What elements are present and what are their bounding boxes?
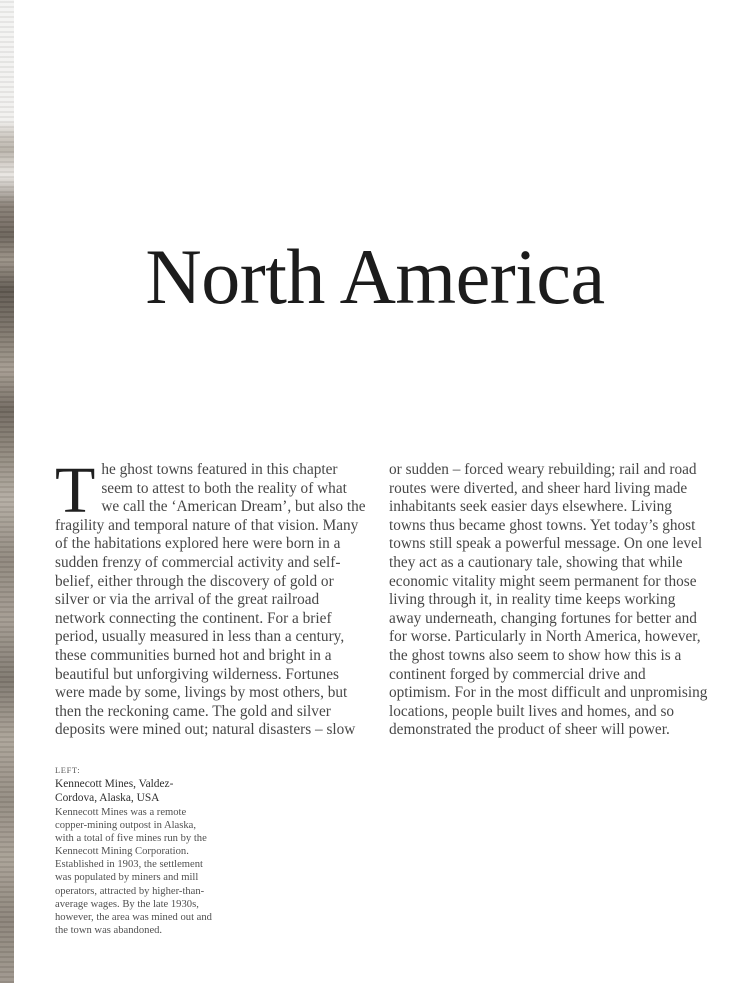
drop-cap: T [55,454,96,527]
facing-page-photo-edge [0,0,14,983]
intro-text-left: he ghost towns featured in this chapter seem to attest to both the reality of what we call the ‘American Dream’, but also the fragility and temporal nature of that vision. Many of the habitations explored here were born in a sudden frenzy of commercial activity and self-belief, either through the discovery of gold or silver or via the arrival of the great railroad network connecting the continent. For a brief period, usually measured in less than a century, these communities burned hot and bright in a beautiful but unforgiving wilderness. Fortunes were made by some, livings by most others, but then the reckoning came. The gold and silver deposits were mined out; natural disasters – slow [55,461,366,739]
intro-column-left [55,454,367,740]
intro-column-right [389,461,711,740]
intro-text-right: or sudden – forced weary rebuilding; rail and road routes were diverted, and sheer hard living made inhabitants seek easier days elsewhere. Living towns thus became ghost towns. Yet today’s ghost towns still speak a powerful message. On one level they act as a cautionary tale, showing that while economic vitality might seem permanent for those living through it, in reality time keeps working away underneath, changing fortunes for better and for worse. Particularly in North America, however, the ghost towns also seem to show how this is a continent forged by commercial drive and optimism. For in the most difficult and unpromising locations, people built lives and homes, and so demonstrated the product of sheer will power. [389,461,708,739]
photo-caption [55,765,215,937]
caption-body: Kennecott Mines was a remote copper-mining outpost in Alaska, with a total of five mines run by the Kennecott Mining Corporation. Established in 1903, the settlement was populated by miners and mill operators, attracted by higher-than-average wages. By the late 1930s, however, the area was mined out and the town was abandoned. [55,807,212,936]
page-title: North America [145,233,605,320]
caption-heading: Kennecott Mines, Valdez-Cordova, Alaska, USA [55,778,174,804]
caption-label: LEFT: [55,765,81,775]
